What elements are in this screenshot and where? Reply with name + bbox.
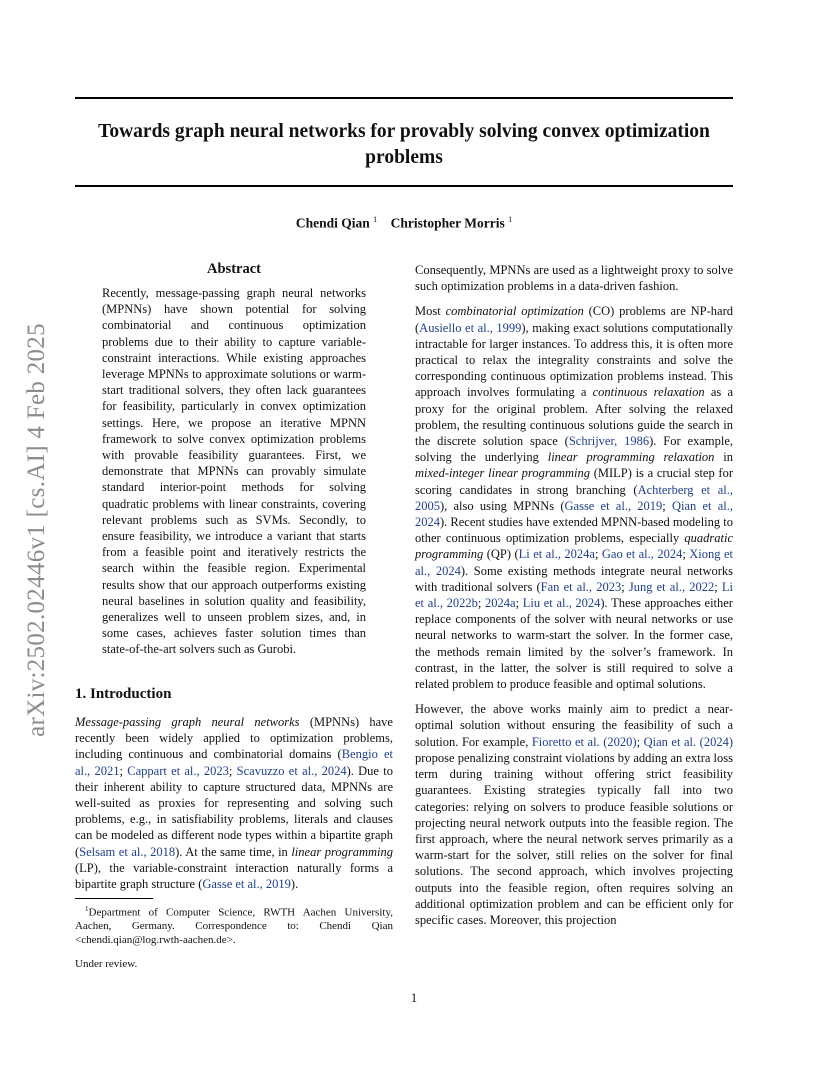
paragraph: Consequently, MPNNs are used as a lightweight proxy to solve such optimization problems in a data-driven fashion. [415,263,733,294]
right-column-body [415,262,733,937]
paragraph: Most combinatorial optimization (CO) problems are NP-hard (Ausiello et al., 1999), making exact solutions computationally intractable for larger instances. To address this, it is often more practical to relax the integrality constraints and solve the corresponding continuous optimization problems instead. This approach involves formulating a continuous relaxation as a proxy for the original problem. After solving the relaxed problem, the resulting continuous solutions guide the search in the discrete solution space (Schrijver, 1986). For example, solving the underlying linear programming relaxation in mixed-integer linear programming (MILP) is a crucial step for scoring candidates in strong branching (Achterberg et al., 2005), also using MPNNs (Gasse et al., 2019; Qian et al., 2024). Recent studies have extended MPNN-based modeling to other continuous optimization problems, especially quadratic programming (QP) (Li et al., 2024a; Gao et al., 2024; Xiong et al., 2024). Some existing methods integrate neural networks with traditional solvers (Fan et al., 2023; Jung et al., 2022; Li et al., 2022b; 2024a; Liu et al., 2024). These approaches either replace components of the solver with neural networks or use neural networks to warm-start the solver. In the former case, the methods remain limited by the solver’s framework. In contrast, in the latter, the solver is still required to solve a related problem to produce feasible and optimal solutions. [415,304,734,692]
abstract-text: Recently, message-passing graph neural networks (MPNNs) have shown potential for solving combinatorial and continuous optimization problems due to their ability to capture variable-constraint interactions. While existing approaches leverage MPNNs to approximate solutions or warm-start traditional solvers, they often lack guarantees for feasibility, particularly in convex optimization settings. Here, we propose an iterative MPNN framework to solve convex optimization problems with provable feasibility guarantees. First, we demonstrate that MPNNs can provably simulate standard interior-point methods for solving quadratic problems with linear constraints, covering relevant problems such as SVMs. Secondly, to ensure feasibility, we introduce a variant that starts from a feasible point and iteratively restricts the search within the feasible region. Experimental results show that our approach outperforms existing neural baselines in solution quality and feasibility, generalizes well to unseen problem sizes, and, in some cases, achieves faster solution times than state-of-the-art solvers such as Gurobi. [102,286,366,657]
citation-link[interactable]: Gasse et al., 2019 [564,498,663,513]
author-name: Christopher Morris [390,215,505,231]
author-affiliation: 1 [373,215,378,224]
citation-link[interactable]: 2024a [485,596,516,611]
citation-link[interactable]: Jung et al., 2022 [628,579,715,594]
citation-link[interactable]: Gasse et al., 2019 [202,877,291,892]
arxiv-identifier: arXiv:2502.02446v1 [cs.AI] 4 Feb 2025 [23,323,50,737]
citation-link[interactable]: Achterberg et al., 2005 [415,482,733,513]
page-number: 1 [410,991,418,1005]
arxiv-side-label [22,300,52,760]
citation-link[interactable]: Xiong et al., 2024 [415,547,733,578]
citation-link[interactable]: Fioretto et al. (2020) [531,734,637,749]
author-affiliation: 1 [508,215,513,224]
paragraph: However, the above works mainly aim to predict a near-optimal solution without ensuring the feasibility of such a solution. For example, Fioretto et al. (2020); Qian et al. (2024) propose penalizing constraint violations by adding an extra loss term during training without offering strict feasibility guarantees. Existing strategies typically fall into two categories: relying on solvers to produce feasible solutions or projecting neural network outputs into the feasible region. The first approach, where the neural network serves primarily as a warm-start for the solver, still relies on the solver for final solutions. The second approach, which involves projecting outputs into the feasible region, often requires solving an additional optimization problem and can be efficient only for specific cases. Moreover, this projection [415,702,733,927]
paper-title: Towards graph neural networks for provably solving convex optimization problems [98,121,710,168]
abstract-body [102,285,366,667]
citation-link[interactable]: Bengio et al., 2021 [75,747,393,778]
citation-link[interactable]: Schrijver, 1986 [568,434,650,449]
citation-link[interactable]: Cappart et al., 2023 [127,763,229,778]
citation-link[interactable]: Ausiello et al., 1999 [419,320,522,335]
citation-link[interactable]: Fan et al., 2023 [540,579,622,594]
citation-link[interactable]: Gao et al., 2024 [601,547,683,562]
citation-link[interactable]: Scavuzzo et al., 2024 [236,763,347,778]
title-top-rule [75,97,733,99]
citation-link[interactable]: Li et al., 2022b [415,579,733,611]
citation-link[interactable]: Qian et al., 2024 [415,498,733,530]
affiliation-footnote [75,903,393,947]
title-bottom-rule [75,185,733,187]
citation-link[interactable]: Qian et al. (2024) [643,734,733,749]
section-heading-introduction: 1. Introduction [75,686,172,702]
abstract-heading: Abstract [207,261,261,277]
introduction-body [75,714,393,901]
author-list [75,215,733,232]
citation-link[interactable]: Liu et al., 2024 [522,596,601,611]
footnote-mark: 1 [85,905,89,913]
citation-link[interactable]: Li et al., 2024a [518,547,595,562]
footnote-rule [75,898,153,899]
citation-link[interactable]: Selsam et al., 2018 [79,844,176,859]
review-status: Under review. [75,958,138,970]
footnote-text: Department of Computer Science, RWTH Aachen University, Aachen, Germany. Correspondence to: Chendi Qian <chendi.qian@log.rwth-aachen.de>. [75,906,393,946]
author-name: Chendi Qian [295,215,370,231]
paragraph: Message-passing graph neural networks (MPNNs) have recently been widely applied to optimization problems, including continuous and combinatorial domains (Bengio et al., 2021; Cappart et al., 2023; Scavuzzo et al., 2024). Due to their inherent ability to capture structured data, MPNNs are well-suited as proxies for representing and solving such problems, e.g., in satisfiability problems, literals and clauses can be modeled as different node types within a bipartite graph (Selsam et al., 2018). At the same time, in linear programming (LP), the variable-constraint interaction naturally forms a bipartite graph structure (Gasse et al., 2019). [75,715,393,892]
